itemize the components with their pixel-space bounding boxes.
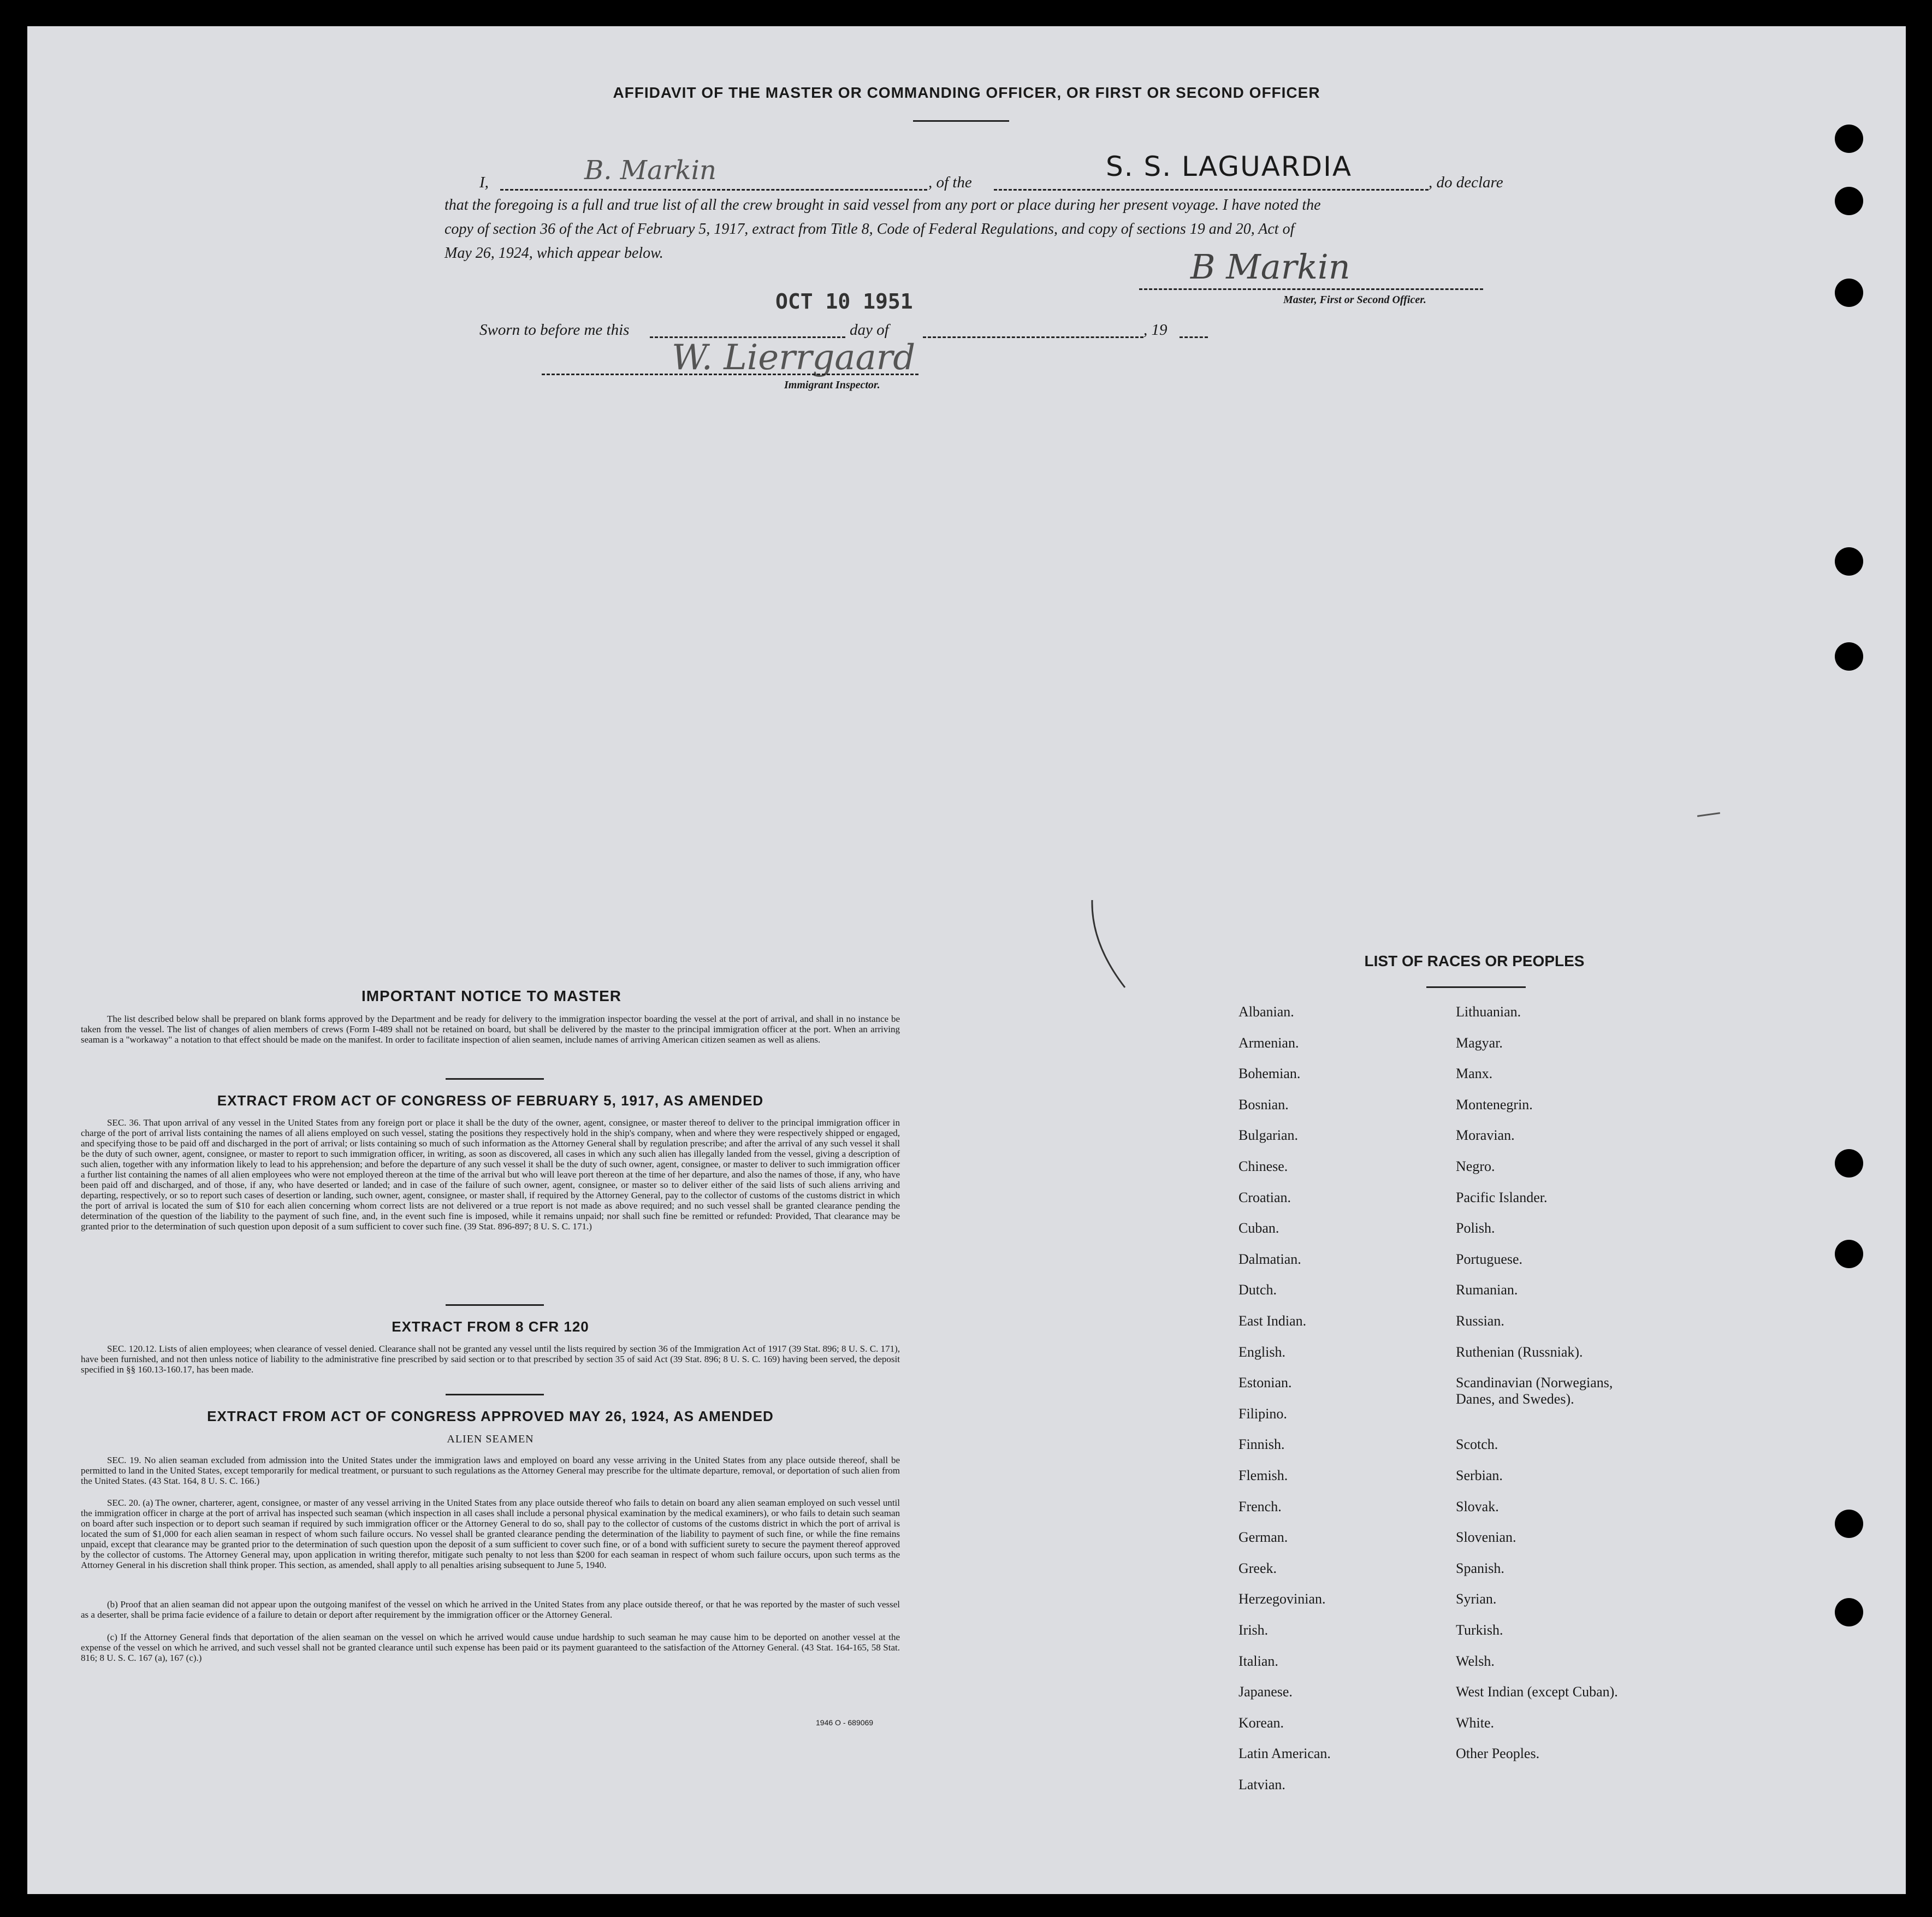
declaration-line-2: that the foregoing is a full and true list of all the crew brought in said vessel from any port or place during her present voyage. I have noted the <box>445 197 1321 214</box>
race-item: Latin American. <box>1238 1746 1331 1762</box>
binder-hole-9 <box>1835 1598 1863 1626</box>
race-item: West Indian (except Cuban). <box>1456 1684 1618 1700</box>
race-item: Albanian. <box>1238 1004 1294 1020</box>
race-item: Manx. <box>1456 1066 1493 1082</box>
race-item: Ruthenian (Russniak). <box>1456 1344 1583 1360</box>
race-item: Korean. <box>1238 1714 1284 1731</box>
race-item: Japanese. <box>1238 1684 1293 1700</box>
extract-1917-body: SEC. 36. That upon arrival of any vessel in the United States from any foreign port or place it shall be the duty of the owner, agent, consignee, or master thereof to deliver to the principal immigration officer in charge of the port of arrival lists containing the names of all aliens employed on such vessel, stating the positions they respectively hold in the ship's company, when and where they were respectively shipped or engaged, and specifying those to be paid off and discharged in the port of arrival; or lists containing so much of such information as the Attorney General shall by regulation prescribe; and after the arrival of any such vessel it shall be the duty of such owner, agent, consignee, or master to report to such immigration officer, in writing, as soon as discovered, all cases in which any such alien has illegally landed from the vessel, giving a description of such alien, together with any information likely to lead to his apprehension; and before the departure of any such vessel it shall be the duty of such owner, agent, consignee, or master to deliver to such immigration officer a further list containing the names of all alien employees who were not employed thereon at the time of the arrival but who will leave port thereon at the time of her departure, and also the names of those, if any, who have been paid off and discharged, and of those, if any, who have deserted or landed; and in case of the failure of such owner, agent, consignee, or master so to deliver either of the said lists of such aliens arriving and departing, respectively, or so to report such cases of desertion or landing, such owner, agent, consignee, or master shall, if required by the Attorney General, pay to the collector of customs of the customs district in which the port of arrival is located the sum of $10 for each alien concerning whom correct lists are not delivered or a true report is not made as above required; and no such vessel shall be granted clearance pending the determination of the question of the liability to the payment of such fine, and, in the event such fine is imposed, while it remains unpaid; nor shall such fine be remitted or refunded: Provided, That clearance may be granted prior to the determination of such question upon deposit of a sum sufficient to cover such fine. (39 Stat. 896-897; 8 U. S. C. 171.) <box>81 1117 900 1232</box>
sworn-label: Sworn to before me this <box>479 321 630 339</box>
race-item: Bulgarian. <box>1238 1127 1299 1144</box>
races-title: LIST OF RACES OR PEOPLES <box>1364 952 1585 969</box>
declaration-line-3: copy of section 36 of the Act of February 5, 1917, extract from Title 8, Code of Federal Regulations, and copy of sections 19 and 20, Act of <box>445 221 1295 238</box>
extract-1924-sec19: SEC. 19. No alien seaman excluded from admission into the United States under the immigration laws and employed on board any vesse arriving in the United States from any place outside thereof, shall be permitted to land in the United States, except temporarily for medical treatment, or pursuant to such regulations as the Attorney General may prescribe for the ultimate departure, removal, or deportation of such alien from the United States. (43 Stat. 164, 8 U. S. C. 166.) <box>81 1455 900 1486</box>
notice-title: IMPORTANT NOTICE TO MASTER <box>361 987 622 1004</box>
race-item: German. <box>1238 1529 1288 1546</box>
extract-cfr-rule <box>446 1394 544 1395</box>
race-item: White. <box>1456 1714 1495 1731</box>
master-signature: B Markin <box>1190 247 1350 287</box>
race-item: Estonian. <box>1238 1375 1292 1391</box>
stray-dash-mark <box>1697 812 1720 817</box>
race-item: French. <box>1238 1498 1282 1514</box>
race-item: Moravian. <box>1456 1127 1515 1144</box>
race-item: Finnish. <box>1238 1436 1285 1453</box>
binder-hole-4 <box>1835 547 1863 576</box>
extract-1917-title: EXTRACT FROM ACT OF CONGRESS OF FEBRUARY 5, 1917, AS AMENDED <box>217 1092 764 1109</box>
race-item: East Indian. <box>1238 1313 1307 1329</box>
do-declare-label: , do declare <box>1429 174 1503 191</box>
binder-hole-2 <box>1835 187 1863 215</box>
race-item: Magyar. <box>1456 1034 1503 1051</box>
binder-hole-1 <box>1835 125 1863 153</box>
notice-rule <box>446 1078 544 1080</box>
document-page <box>27 26 1906 1894</box>
print-code: 1946 O - 689069 <box>816 1718 874 1727</box>
binder-hole-3 <box>1835 279 1863 307</box>
title-rule <box>913 120 1009 122</box>
affidavit-title: AFFIDAVIT OF THE MASTER OR COMMANDING OFFICER, OR FIRST OR SECOND OFFICER <box>613 84 1320 101</box>
inspector-signature: W. Lierrgaard <box>672 338 916 378</box>
binder-hole-8 <box>1835 1510 1863 1538</box>
race-item: Scandinavian (Norwegians, Danes, and Swedes). <box>1456 1375 1613 1407</box>
race-item: Slovenian. <box>1456 1529 1516 1546</box>
stray-pen-mark <box>1087 895 1130 993</box>
sworn-month-line <box>923 336 1143 338</box>
race-item: Portuguese. <box>1456 1251 1523 1267</box>
race-item: Armenian. <box>1238 1034 1299 1051</box>
declaration-line-4: May 26, 1924, which appear below. <box>445 245 663 262</box>
race-item: Spanish. <box>1456 1560 1504 1576</box>
vessel-name: S. S. LAGUARDIA <box>1106 151 1353 182</box>
inspector-caption: Immigrant Inspector. <box>784 379 880 391</box>
sworn-year-line <box>1180 336 1208 338</box>
extract-1924-subtitle: ALIEN SEAMEN <box>447 1433 534 1445</box>
race-item: Cuban. <box>1238 1220 1279 1236</box>
of-the-label: , of the <box>928 174 972 191</box>
race-item: Welsh. <box>1456 1653 1495 1669</box>
year-label: , 19 <box>1143 321 1168 339</box>
race-item: Pacific Islander. <box>1456 1189 1548 1205</box>
race-item: Other Peoples. <box>1456 1746 1540 1762</box>
inspector-signature-line <box>542 374 918 375</box>
master-caption: Master, First or Second Officer. <box>1283 294 1426 306</box>
master-signature-line <box>1139 288 1483 290</box>
race-item: Bohemian. <box>1238 1066 1301 1082</box>
race-item: Turkish. <box>1456 1622 1503 1638</box>
binder-hole-5 <box>1835 642 1863 671</box>
race-item: Greek. <box>1238 1560 1277 1576</box>
extract-1924-sec20b: (b) Proof that an alien seaman did not appear upon the outgoing manifest of the vessel on which he arrived in the United States from any place outside thereof, or that he was reported by the master of such vessel as a deserter, shall be prima facie evidence of a failure to detain or deport after requirement by the immigration officer or the Attorney General. <box>81 1599 900 1620</box>
race-item: English. <box>1238 1344 1285 1360</box>
binder-hole-7 <box>1835 1240 1863 1268</box>
race-item: Scotch. <box>1456 1436 1498 1453</box>
race-item: Filipino. <box>1238 1405 1287 1422</box>
extract-1924-sec20a: SEC. 20. (a) The owner, charterer, agent, consignee, or master of any vessel arriving in the United States from any place outside thereof who fails to detain on board any alien seaman employed on such vessel until the immigration officer in charge at the port of arrival has inspected such seaman (which inspection in all cases shall include a personal physical examination by the medical examiners), or who fails to detain such seaman on board after such inspection or to deport such seaman if required by such immigration officer or the Attorney General to do so, shall pay to the collector of customs of the customs district in which the port of arrival is located the sum of $1,000 for each alien seaman in respect of whom such failure occurs. No vessel shall be granted clearance pending the determination of the liability to payment of such fine, or while the fine remains unpaid, except that clearance may be granted prior to the determination of such question upon the deposit of a sum sufficient to cover such fine, or of a bond with sufficient surety to secure the payment thereof approved by the collector of customs. The Attorney General may, upon application in writing therefor, mitigate such penalty to not less than $200 for each seaman in respect of whom such failure occurs, upon such terms as the Attorney General in his discretion shall think proper. This section, as amended, shall apply to all penalties arising subsequent to June 5, 1940. <box>81 1498 900 1570</box>
race-item: Chinese. <box>1238 1158 1288 1174</box>
race-item: Italian. <box>1238 1653 1278 1669</box>
race-item: Syrian. <box>1456 1591 1497 1607</box>
vessel-line <box>994 189 1429 191</box>
master-name-handwritten: B. Markin <box>584 155 716 186</box>
name-line <box>500 189 927 191</box>
race-item: Polish. <box>1456 1220 1495 1236</box>
race-item: Dalmatian. <box>1238 1251 1301 1267</box>
race-item: Dutch. <box>1238 1282 1277 1298</box>
binder-hole-6 <box>1835 1149 1863 1178</box>
i-label: I, <box>479 174 489 191</box>
date-stamp: OCT 10 1951 <box>775 289 913 313</box>
extract-cfr-title: EXTRACT FROM 8 CFR 120 <box>392 1318 589 1335</box>
race-item: Latvian. <box>1238 1777 1285 1792</box>
race-item: Herzegovinian. <box>1238 1591 1326 1607</box>
race-item: Flemish. <box>1238 1468 1288 1483</box>
races-rule <box>1426 986 1526 988</box>
notice-body: The list described below shall be prepared on blank forms approved by the Department and be ready for delivery to the immigration inspector boarding the vessel at the port of arrival, and shall in no instance be taken from the vessel. The list of changes of alien members of crews (Form I-489 shall not be retained on board, but shall be delivered by the master to the principal immigration officer at the port. When an arriving seaman is a "workaway" a notation to that effect should be made on the manifest. In order to facilitate inspection of alien seamen, include names of arriving American citizen seamen as well as aliens. <box>81 1014 900 1045</box>
extract-1917-rule <box>446 1304 544 1306</box>
race-item: Serbian. <box>1456 1468 1503 1483</box>
extract-1924-title: EXTRACT FROM ACT OF CONGRESS APPROVED MAY 26, 1924, AS AMENDED <box>207 1408 774 1424</box>
extract-1924-sec20c: (c) If the Attorney General finds that deportation of the alien seaman on the vessel on which he arrived would cause undue hardship to such seaman he may cause him to be deported on another vessel at the expense of the vessel on which he arrived, and such vessel shall not be granted clearance until such expense has been paid or its payment guaranteed to the satisfaction of the Attorney General. (43 Stat. 164-165, 58 Stat. 816; 8 U. S. C. 167 (a), 167 (c).) <box>81 1632 900 1663</box>
race-item: Russian. <box>1456 1313 1504 1329</box>
race-item: Irish. <box>1238 1622 1269 1638</box>
race-item: Montenegrin. <box>1456 1096 1533 1113</box>
race-item: Slovak. <box>1456 1498 1499 1514</box>
race-item: Bosnian. <box>1238 1096 1289 1113</box>
race-item: Lithuanian. <box>1456 1004 1521 1020</box>
extract-cfr-body: SEC. 120.12. Lists of alien employees; when clearance of vessel denied. Clearance shall not be granted any vessel until the lists required by section 36 of the Immigration Act of 1917 (39 Stat. 896; 8 U. S. C. 171), have been furnished, and not then unless notice of liability to the administrative fine prescribed by said section or to that prescribed by section 35 of said Act (39 Stat. 896; 8 U. S. C. 169) having been served, the deposit specified in §§ 160.13-160.17, has been made. <box>81 1344 900 1375</box>
race-item: Negro. <box>1456 1158 1495 1174</box>
race-item: Croatian. <box>1238 1189 1291 1205</box>
race-item: Rumanian. <box>1456 1282 1518 1298</box>
day-of-label: day of <box>850 321 889 339</box>
